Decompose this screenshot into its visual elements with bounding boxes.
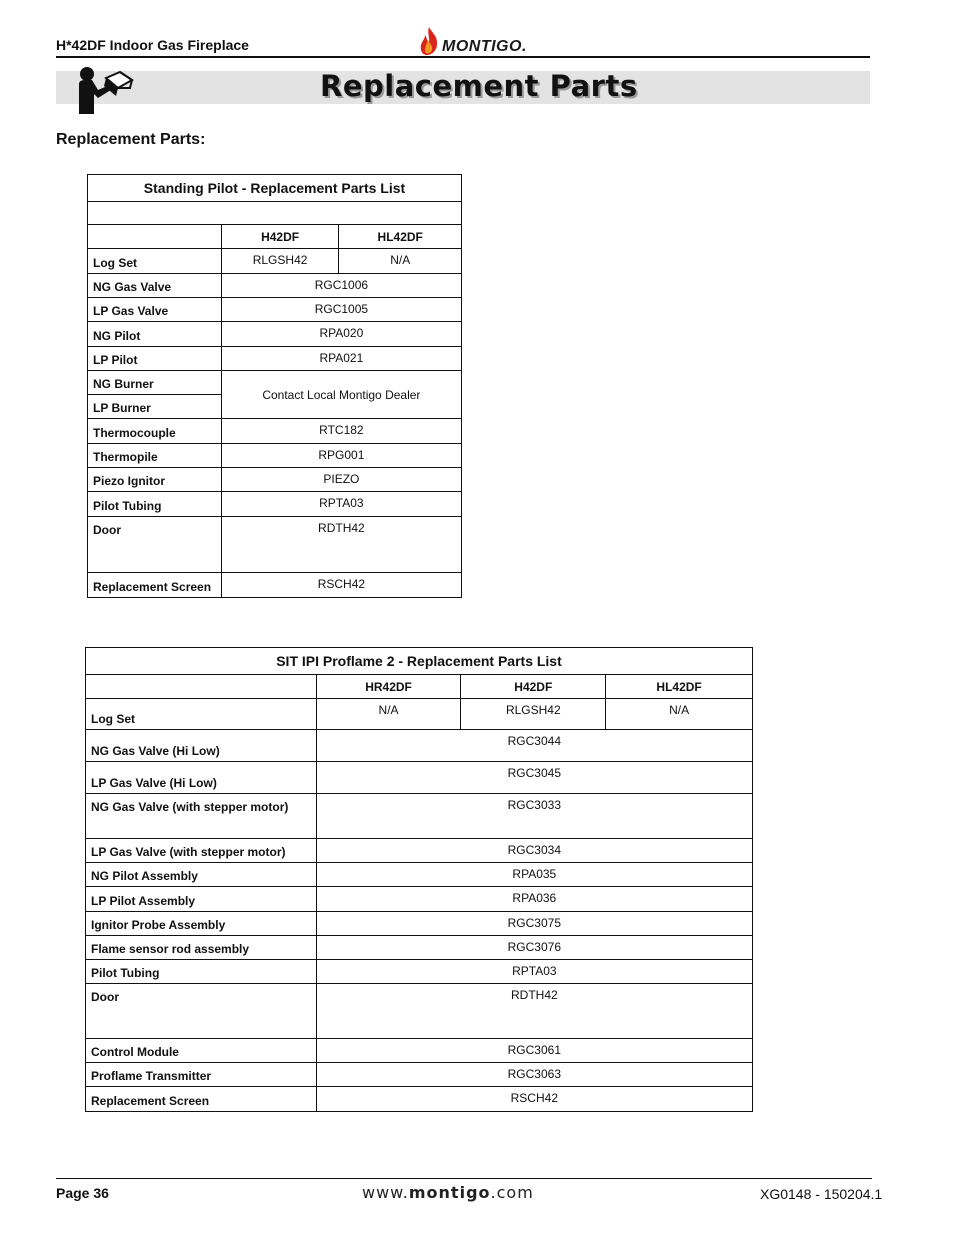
part-label: Thermopile [88,444,222,468]
table-row [88,419,462,444]
part-number: RGC3061 [316,1039,752,1063]
part-label: NG Gas Valve (Hi Low) [86,730,317,762]
table-row [86,762,753,794]
part-label: NG Gas Valve (with stepper motor) [86,794,317,839]
column-header-h42df: H42DF [221,225,339,249]
column-header-h42df: H42DF [461,675,606,699]
part-number: RPTA03 [316,960,752,984]
part-number: RGC3044 [316,730,752,762]
part-label: Thermocouple [88,419,222,444]
table-row [86,1063,753,1087]
part-label: Replacement Screen [88,573,222,598]
part-number: RLGSH42 [461,699,606,730]
part-number: RTC182 [221,419,461,444]
part-label: LP Gas Valve [88,298,222,322]
part-label: Proflame Transmitter [86,1063,317,1087]
table-row [86,730,753,762]
column-header-hl42df: HL42DF [606,675,753,699]
part-label: LP Burner [88,395,222,419]
part-number: RGC1006 [221,274,461,298]
read-manual-icon [76,66,136,114]
table-row [88,573,462,598]
part-number: RGC3075 [316,912,752,936]
flame-icon [418,26,440,56]
part-label: Ignitor Probe Assembly [86,912,317,936]
part-label: NG Pilot Assembly [86,863,317,887]
part-number: RPG001 [221,444,461,468]
part-number: RPA035 [316,863,752,887]
part-label: LP Gas Valve (Hi Low) [86,762,317,794]
part-number: RGC3045 [316,762,752,794]
part-number: RPA021 [221,347,461,371]
part-number: RSCH42 [316,1087,752,1112]
part-label: Piezo Ignitor [88,468,222,492]
table-row [88,444,462,468]
part-number: RGC3034 [316,839,752,863]
part-label: Pilot Tubing [88,492,222,517]
table-row [86,912,753,936]
website-url [362,1183,534,1202]
blank-row [88,202,462,225]
table-row [86,1087,753,1112]
table-row [88,249,462,274]
document-code: XG0148 - 150204.1 [760,1186,883,1202]
table-row [86,960,753,984]
empty-header-cell [88,225,222,249]
part-label: Door [88,517,222,573]
table-row [86,699,753,730]
part-label: LP Gas Valve (with stepper motor) [86,839,317,863]
part-number: RPA036 [316,887,752,912]
part-number: N/A [316,699,461,730]
brand-wordmark: MONTIGO. [442,38,527,55]
url-suffix: .com [490,1183,534,1202]
montigo-logo [418,22,527,56]
part-number: RPA020 [221,322,461,347]
part-label: Log Set [86,699,317,730]
part-number: Contact Local Montigo Dealer [221,371,461,419]
column-header-hl42df: HL42DF [339,225,462,249]
table-row [88,371,462,395]
table-row [86,839,753,863]
document-title: H*42DF Indoor Gas Fireplace [56,37,249,53]
page-number: Page 36 [56,1185,109,1201]
part-label: LP Pilot [88,347,222,371]
table-title: Standing Pilot - Replacement Parts List [88,175,462,202]
table-row [88,274,462,298]
part-label: NG Burner [88,371,222,395]
part-label: Log Set [88,249,222,274]
footer-divider [56,1178,872,1179]
table-row [86,794,753,839]
part-number: RDTH42 [221,517,461,573]
part-number: PIEZO [221,468,461,492]
table-title: SIT IPI Proflame 2 - Replacement Parts List [86,648,753,675]
part-number: RGC3033 [316,794,752,839]
empty-header-cell [86,675,317,699]
table-row [88,322,462,347]
part-label: NG Pilot [88,322,222,347]
url-brand: montigo [408,1183,491,1202]
part-number: N/A [606,699,753,730]
proflame-parts-table [85,647,753,1112]
standing-pilot-parts-table [87,174,462,598]
part-label: Control Module [86,1039,317,1063]
table-row [86,887,753,912]
part-number: RGC3063 [316,1063,752,1087]
table-row [86,1039,753,1063]
part-label: Replacement Screen [86,1087,317,1112]
part-number: RSCH42 [221,573,461,598]
part-label: NG Gas Valve [88,274,222,298]
table-row [86,984,753,1039]
table-row [88,468,462,492]
table-row [86,863,753,887]
part-label: LP Pilot Assembly [86,887,317,912]
section-heading: Replacement Parts: [56,131,206,148]
table-row [88,298,462,322]
table-row [88,347,462,371]
header-divider [56,56,870,58]
part-number: RDTH42 [316,984,752,1039]
table-row [86,936,753,960]
table-row [88,517,462,573]
url-prefix: www. [362,1183,409,1202]
part-label: Flame sensor rod assembly [86,936,317,960]
part-number: RGC3076 [316,936,752,960]
column-header-hr42df: HR42DF [316,675,461,699]
part-label: Pilot Tubing [86,960,317,984]
table-row [88,492,462,517]
part-number: RGC1005 [221,298,461,322]
part-number: RLGSH42 [221,249,339,274]
page-title: Replacement Parts [320,69,638,103]
part-label: Door [86,984,317,1039]
part-number: N/A [339,249,462,274]
part-number: RPTA03 [221,492,461,517]
